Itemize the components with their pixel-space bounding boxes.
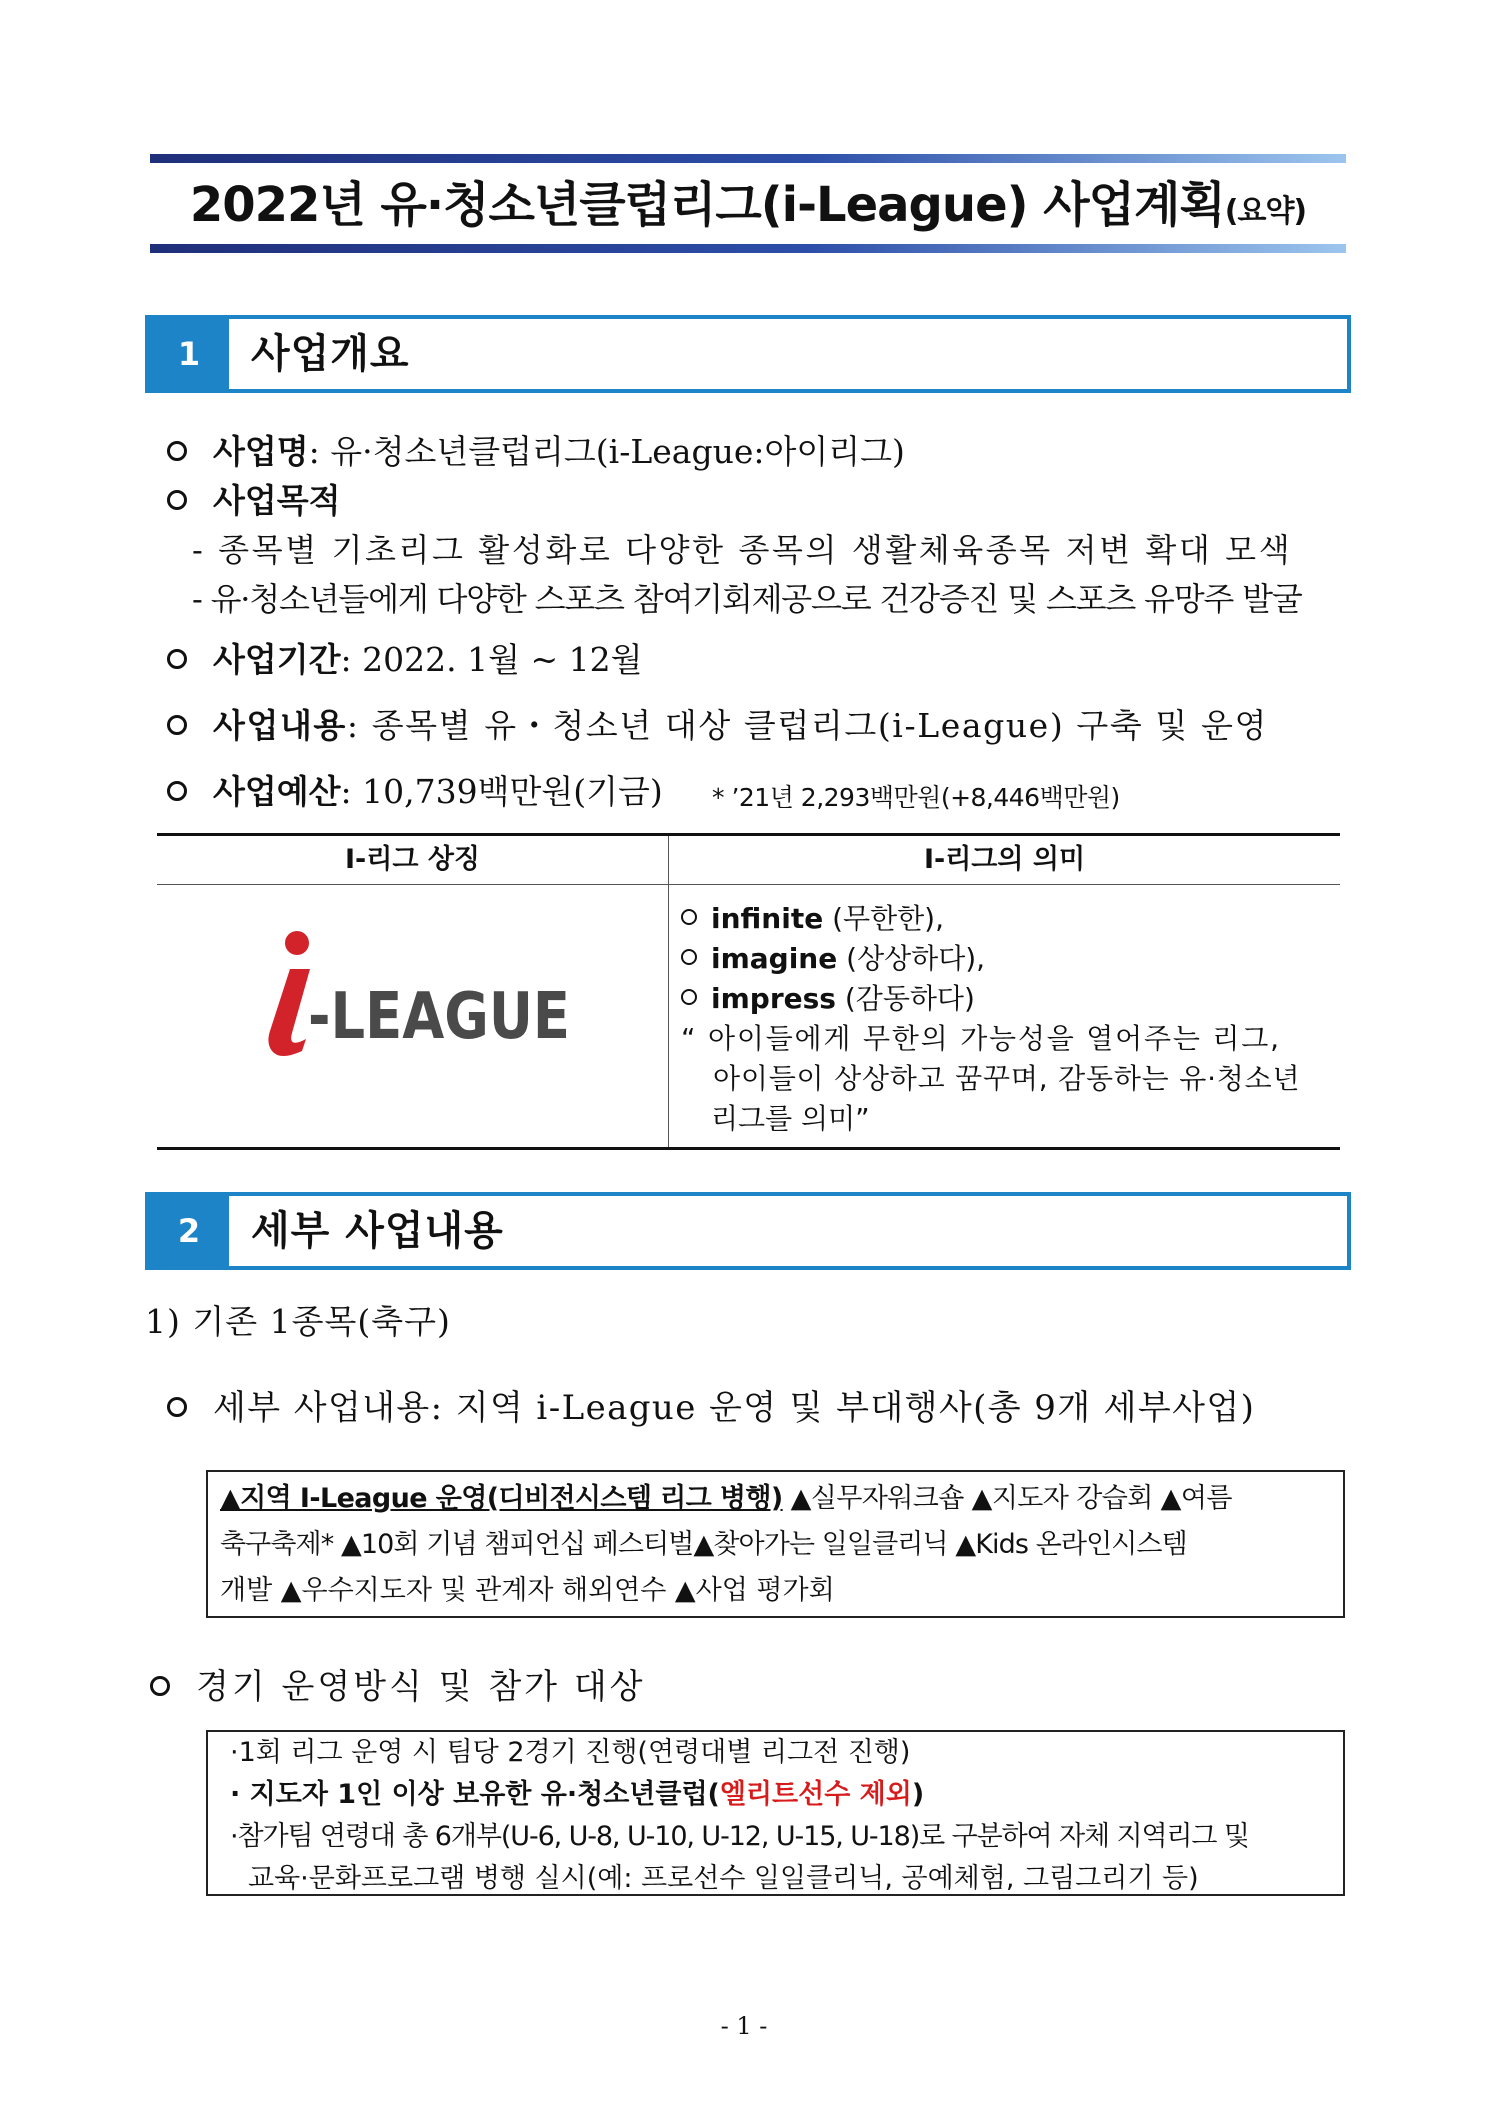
item-budget bbox=[167, 770, 663, 814]
i-league-logo bbox=[250, 925, 580, 1065]
box-line-1 bbox=[220, 1476, 1343, 1522]
section-number: 1 bbox=[149, 319, 229, 389]
section-header-1 bbox=[145, 315, 1351, 393]
table-header-meaning: I-리그의 의미 bbox=[923, 844, 1086, 875]
meaning-quote-2: 아이들이 상상하고 꿈꾸며, 감동하는 유·청소년 bbox=[713, 1062, 1301, 1095]
bullet-circle-icon bbox=[167, 1397, 187, 1417]
budget-note: * ’21년 2,293백만원(+8,446백만원) bbox=[712, 783, 1120, 812]
meaning-quote-3: 리그를 의미” bbox=[711, 1102, 870, 1135]
document-title bbox=[150, 170, 1346, 240]
bullet-circle-icon bbox=[167, 490, 187, 510]
table-header-divider bbox=[157, 884, 1340, 885]
meaning-word: impress bbox=[711, 982, 836, 1015]
detail-line bbox=[167, 1386, 1255, 1430]
item-period bbox=[167, 638, 642, 682]
box-line-2: 축구축제* ▲10회 기념 챔피언십 페스티벌▲찾아가는 일일클리닉 ▲Kids 온라인시스템 bbox=[220, 1529, 1187, 1560]
bullet-circle-icon bbox=[681, 949, 697, 965]
operation-line bbox=[150, 1665, 646, 1709]
section-label: 사업개요 bbox=[251, 331, 410, 377]
box2-line-2-b: ) bbox=[911, 1779, 925, 1810]
meaning-impress bbox=[681, 979, 975, 1019]
i-league-logo-graphic bbox=[250, 925, 580, 1065]
bullet-circle-icon bbox=[167, 649, 187, 669]
box2-line-3: ·참가팀 연령대 총 6개부(U-6, U-8, U-10, U-12, U-15, U-18)로 구분하여 자체 지역리그 및 bbox=[230, 1821, 1249, 1852]
meaning-infinite bbox=[681, 899, 944, 939]
meaning-desc: (감동하다) bbox=[844, 982, 975, 1015]
title-bar-bottom bbox=[150, 244, 1346, 253]
purpose-line-1: - 종목별 기초리그 활성화로 다양한 종목의 생활체육종목 저변 확대 모색 bbox=[192, 531, 1293, 569]
item-purpose bbox=[167, 479, 341, 523]
item-label: 사업예산 bbox=[213, 772, 341, 811]
document-title-suffix: (요약) bbox=[1224, 194, 1307, 229]
box-line-underlined: ▲지역 I-League 운영(디비전시스템 리그 병행) bbox=[220, 1483, 783, 1514]
page-number: - 1 - bbox=[720, 2012, 768, 2040]
document-title-main: 2022년 유·청소년클럽리그(i-League) 사업계획 bbox=[189, 177, 1225, 233]
section-label: 세부 사업내용 bbox=[251, 1208, 504, 1254]
operation-box bbox=[206, 1730, 1345, 1896]
bullet-circle-icon bbox=[681, 909, 697, 925]
box-line-3: 개발 ▲우수지도자 및 관계자 해외연수 ▲사업 평가회 bbox=[220, 1575, 835, 1606]
detail-projects-box bbox=[206, 1470, 1345, 1618]
box2-line-1: ·1회 리그 운영 시 팀당 2경기 진행(연령대별 리그전 진행) bbox=[230, 1737, 911, 1768]
bullet-circle-icon bbox=[167, 441, 187, 461]
meaning-desc: (상상하다), bbox=[846, 942, 986, 975]
bullet-circle-icon bbox=[167, 715, 187, 735]
meaning-word: imagine bbox=[711, 942, 838, 975]
box-line-rest: ▲실무자워크숍 ▲지도자 강습회 ▲여름 bbox=[782, 1483, 1232, 1514]
title-bar-top bbox=[150, 154, 1346, 163]
meaning-quote-1: “ 아이들에게 무한의 가능성을 열어주는 리그, bbox=[681, 1022, 1281, 1055]
item-content bbox=[167, 704, 1268, 748]
section-number: 2 bbox=[149, 1196, 229, 1266]
box2-line-4: 교육·문화프로그램 병행 실시(예: 프로선수 일일클리닉, 공예체험, 그림그리기 등) bbox=[248, 1863, 1199, 1894]
bullet-circle-icon bbox=[681, 989, 697, 1005]
meaning-desc: (무한한), bbox=[832, 902, 945, 935]
item-value: : 10,739백만원(기금) bbox=[340, 772, 663, 811]
item-label: 사업명 bbox=[213, 432, 309, 471]
subsection-title: 1) 기존 1종목(축구) bbox=[145, 1302, 451, 1341]
purpose-line-2: - 유·청소년들에게 다양한 스포츠 참여기회제공으로 건강증진 및 스포츠 유망주 발굴 bbox=[192, 580, 1302, 618]
item-label: 사업내용 bbox=[213, 706, 347, 745]
item-value: : 종목별 유・청소년 대상 클럽리그(i-League) 구축 및 운영 bbox=[346, 706, 1268, 745]
operation-text: 경기 운영방식 및 참가 대상 bbox=[196, 1667, 646, 1707]
table-header-symbol: I-리그 상징 bbox=[345, 844, 480, 875]
section-header-2 bbox=[145, 1192, 1351, 1270]
item-value: : 2022. 1월 ~ 12월 bbox=[340, 640, 643, 679]
logo-text: -LEAGUE bbox=[308, 980, 570, 1054]
detail-text: 세부 사업내용: 지역 i-League 운영 및 부대행사(총 9개 세부사업) bbox=[213, 1388, 1256, 1428]
box2-line-2 bbox=[230, 1774, 1343, 1816]
item-business-name bbox=[167, 430, 905, 474]
bullet-circle-icon bbox=[167, 781, 187, 801]
meaning-word: infinite bbox=[711, 902, 824, 935]
box2-line-2-a: · 지도자 1인 이상 보유한 유·청소년클럽( bbox=[230, 1779, 720, 1810]
meaning-imagine bbox=[681, 939, 985, 979]
elite-exclusion-text: 엘리트선수 제외 bbox=[719, 1779, 912, 1810]
item-label: 사업기간 bbox=[213, 640, 341, 679]
item-value: : 유·청소년클럽리그(i-League:아이리그) bbox=[308, 432, 905, 471]
bullet-circle-icon bbox=[150, 1676, 170, 1696]
item-label: 사업목적 bbox=[213, 481, 341, 520]
table-bottom-border bbox=[157, 1147, 1340, 1150]
table-column-divider bbox=[668, 836, 669, 1147]
